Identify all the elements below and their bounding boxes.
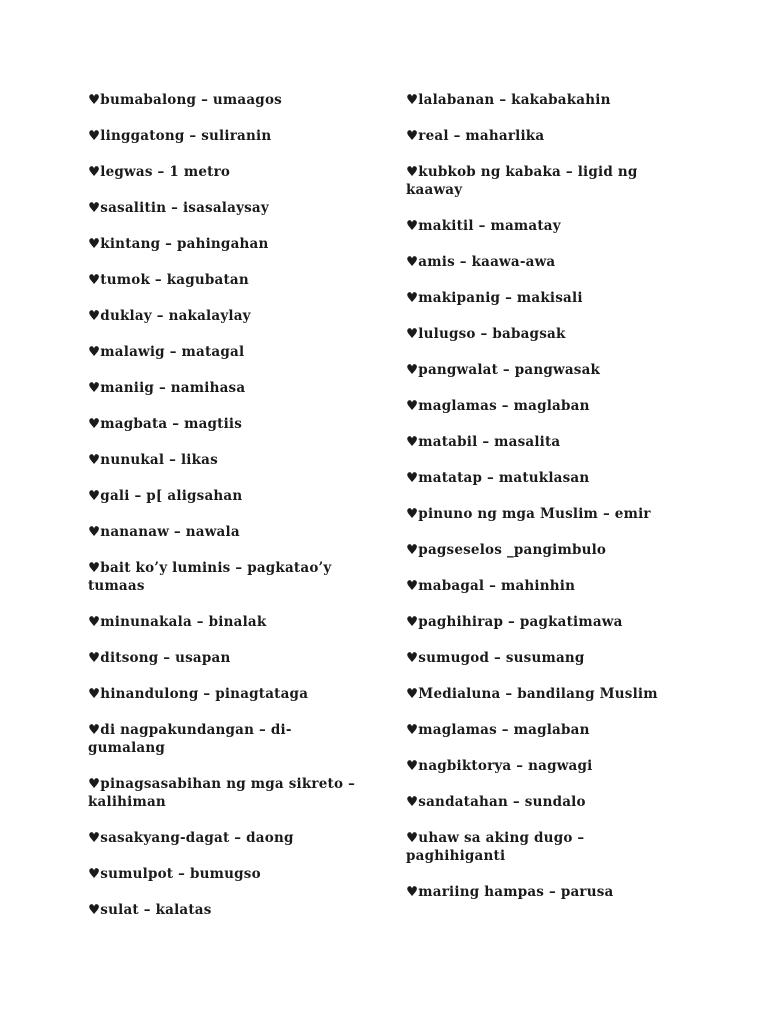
vocabulary-entry: ♥duklay – nakalaylay bbox=[88, 308, 251, 324]
vocabulary-entry: ♥makipanig – makisali bbox=[406, 290, 583, 306]
vocabulary-entry: ♥lalabanan – kakabakahin bbox=[406, 92, 611, 108]
vocabulary-entry: ♥legwas – 1 metro bbox=[88, 164, 231, 180]
vocabulary-entry: ♥Medialuna – bandilang Muslim bbox=[406, 686, 658, 702]
vocabulary-entry: ♥uhaw sa aking dugo – paghihiganti bbox=[406, 830, 585, 864]
vocabulary-entry: ♥maglamas – maglaban bbox=[406, 398, 590, 414]
vocabulary-entry: ♥real – maharlika bbox=[406, 128, 545, 144]
vocabulary-entry: ♥sumugod – susumang bbox=[406, 650, 585, 666]
vocabulary-entry: ♥sasakyang-dagat – daong bbox=[88, 830, 294, 846]
vocabulary-entry: ♥nagbiktorya – nagwagi bbox=[406, 758, 593, 774]
vocabulary-entry: ♥malawig – matagal bbox=[88, 344, 245, 360]
vocabulary-entry: ♥makitil – mamatay bbox=[406, 218, 561, 234]
vocabulary-entry: ♥sumulpot – bumugso bbox=[88, 866, 261, 882]
vocabulary-entry: ♥pagseselos _pangimbulo bbox=[406, 542, 607, 558]
vocabulary-entry: ♥bumabalong – umaagos bbox=[88, 92, 282, 108]
vocabulary-list-right bbox=[406, 91, 668, 919]
vocabulary-entry: ♥tumok – kagubatan bbox=[88, 272, 249, 288]
vocabulary-entry: ♥nananaw – nawala bbox=[88, 524, 240, 540]
vocabulary-list-left bbox=[88, 91, 358, 937]
vocabulary-entry: ♥pangwalat – pangwasak bbox=[406, 362, 601, 378]
vocabulary-entry: ♥mariing hampas – parusa bbox=[406, 884, 614, 900]
vocabulary-entry: ♥amis – kaawa-awa bbox=[406, 254, 556, 270]
vocabulary-entry: ♥matatap – matuklasan bbox=[406, 470, 590, 486]
vocabulary-entry: ♥bait ko’y luminis – pagkatao’y tumaas bbox=[88, 560, 332, 594]
vocabulary-entry: ♥minunakala – binalak bbox=[88, 614, 267, 630]
vocabulary-entry: ♥linggatong – suliranin bbox=[88, 128, 272, 144]
vocabulary-entry: ♥maniig – namihasa bbox=[88, 380, 246, 396]
vocabulary-entry: ♥kubkob ng kabaka – ligid ng kaaway bbox=[406, 164, 638, 198]
vocabulary-entry: ♥pinuno ng mga Muslim – emir bbox=[406, 506, 651, 522]
vocabulary-entry: ♥hinandulong – pinagtataga bbox=[88, 686, 309, 702]
vocabulary-entry: ♥sandatahan – sundalo bbox=[406, 794, 586, 810]
vocabulary-entry: ♥gali – p[ aligsahan bbox=[88, 488, 243, 504]
vocabulary-entry: ♥paghihirap – pagkatimawa bbox=[406, 614, 623, 630]
vocabulary-entry: ♥di nagpakundangan – di-gumalang bbox=[88, 722, 292, 756]
vocabulary-entry: ♥sulat – kalatas bbox=[88, 902, 212, 918]
vocabulary-entry: ♥nunukal – likas bbox=[88, 452, 218, 468]
vocabulary-entry: ♥lulugso – babagsak bbox=[406, 326, 566, 342]
vocabulary-entry: ♥sasalitin – isasalaysay bbox=[88, 200, 269, 216]
vocabulary-entry: ♥kintang – pahingahan bbox=[88, 236, 269, 252]
vocabulary-entry: ♥mabagal – mahinhin bbox=[406, 578, 576, 594]
vocabulary-entry: ♥pinagsasabihan ng mga sikreto – kalihiman bbox=[88, 776, 356, 810]
vocabulary-entry: ♥maglamas – maglaban bbox=[406, 722, 590, 738]
vocabulary-entry: ♥magbata – magtiis bbox=[88, 416, 243, 432]
vocabulary-entry: ♥matabil – masalita bbox=[406, 434, 561, 450]
vocabulary-entry: ♥ditsong – usapan bbox=[88, 650, 231, 666]
